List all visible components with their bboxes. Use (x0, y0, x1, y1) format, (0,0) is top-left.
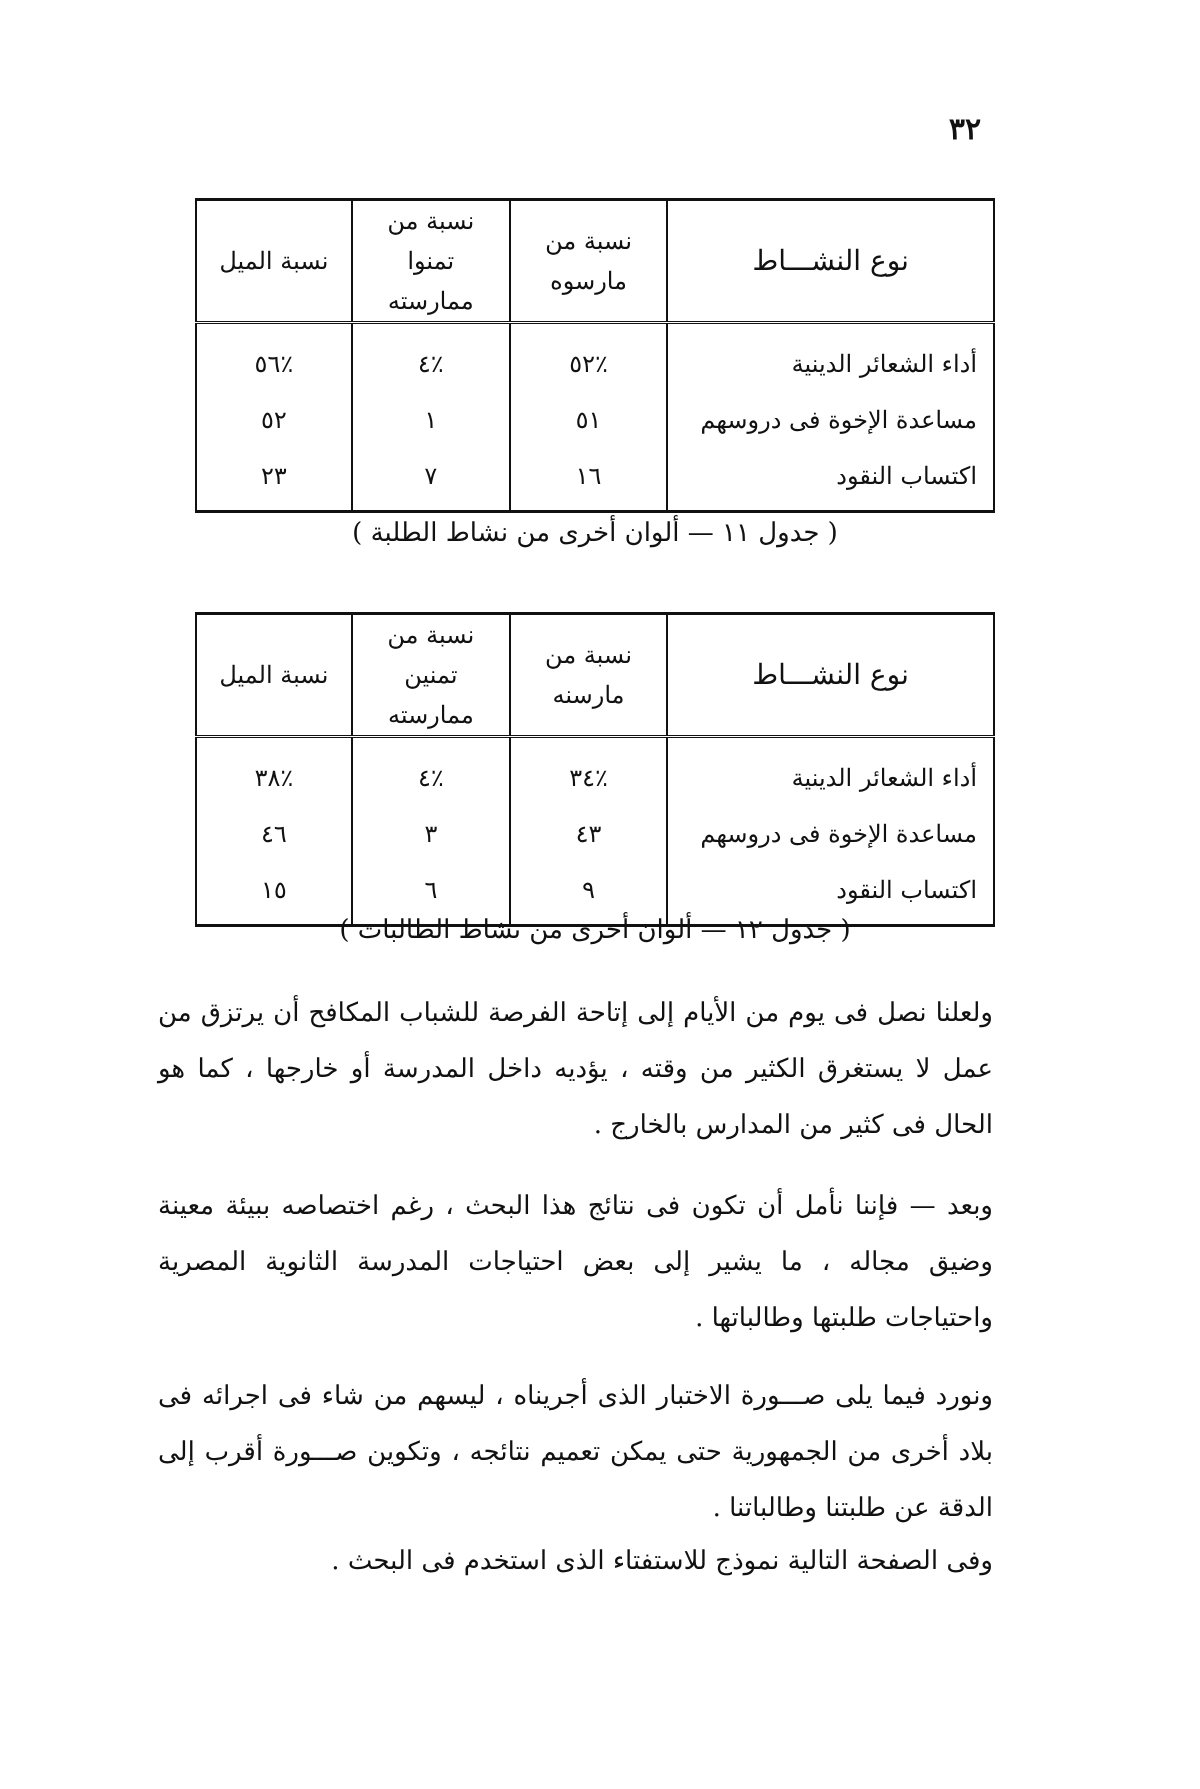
header-wished-pct: نسبة من تمنوا ممارسته (352, 200, 510, 323)
cell-wished: ١ (352, 392, 510, 448)
cell-activity: أداء الشعائر الدينية (667, 737, 994, 807)
header-practiced-pct: نسبة من مارسنه (510, 614, 667, 737)
cell-inclination: ٪٥٦ (196, 323, 352, 393)
cell-wished: ٧ (352, 448, 510, 512)
cell-wished: ٪٤ (352, 737, 510, 807)
page-number: ٣٢ (948, 112, 982, 147)
cell-practiced: ١٦ (510, 448, 667, 512)
cell-wished: ٦ (352, 862, 510, 926)
header-inclination-pct: نسبة الميل (196, 200, 352, 323)
header-wished-pct: نسبة من تمنين ممارسته (352, 614, 510, 737)
cell-practiced: ٥١ (510, 392, 667, 448)
cell-activity: اكتساب النقود (667, 862, 994, 926)
table-row (196, 323, 994, 393)
cell-activity: أداء الشعائر الدينية (667, 323, 994, 393)
cell-practiced: ٩ (510, 862, 667, 926)
paragraph: ونورد فيما يلى صـــورة الاختبار الذى أجريناه ، ليسهم من شاء فى اجرائه فى بلاد أخرى من الجمهورية حتى يمكن تعميم نتائجه ، وتكوين صـــورة أقرب إلى الدقة عن طلبتنا وطالباتنا . (158, 1381, 993, 1523)
table-11 (195, 198, 995, 513)
table-row (196, 806, 994, 862)
cell-activity: مساعدة الإخوة فى دروسهم (667, 806, 994, 862)
table-header-row (196, 200, 994, 323)
table-row (196, 737, 994, 807)
table-header-row (196, 614, 994, 737)
cell-inclination: ٤٦ (196, 806, 352, 862)
table-12 (195, 612, 995, 927)
paragraph: ولعلنا نصل فى يوم من الأيام إلى إتاحة الفرصة للشباب المكافح أن يرتزق من عمل لا يستغرق الكثير من وقته ، يؤديه داخل المدرسة أو خارجها ، كما هو الحال فى كثير من المدارس بالخارج . (158, 998, 993, 1140)
paragraph: وفى الصفحة التالية نموذج للاستفتاء الذى استخدم فى البحث . (331, 1546, 993, 1576)
header-practiced-pct: نسبة من مارسوه (510, 200, 667, 323)
cell-practiced: ٪٥٢ (510, 323, 667, 393)
cell-activity: اكتساب النقود (667, 448, 994, 512)
cell-inclination: ١٥ (196, 862, 352, 926)
cell-inclination: ٢٣ (196, 448, 352, 512)
cell-wished: ٣ (352, 806, 510, 862)
header-inclination-pct: نسبة الميل (196, 614, 352, 737)
header-activity-type: نوع النشـــاط (667, 614, 994, 737)
cell-inclination: ٪٣٨ (196, 737, 352, 807)
cell-inclination: ٥٢ (196, 392, 352, 448)
table-11-caption: ( جدول ١١ — ألوان أخرى من نشاط الطلبة ) (352, 518, 838, 548)
table-row (196, 392, 994, 448)
paragraph: وبعد — فإننا نأمل أن تكون فى نتائج هذا البحث ، رغم اختصاصه ببيئة معينة وضيق مجاله ، ما يشير إلى بعض احتياجات المدرسة الثانوية المصرية واحتياجات طلبتها وطالباتها . (158, 1191, 993, 1333)
cell-wished: ٪٤ (352, 323, 510, 393)
table-row (196, 448, 994, 512)
header-activity-type: نوع النشـــاط (667, 200, 994, 323)
table-12-caption: ( جدول ١٢ — ألوان أخرى من نشاط الطالبات ) (339, 915, 851, 945)
cell-practiced: ٤٣ (510, 806, 667, 862)
cell-activity: مساعدة الإخوة فى دروسهم (667, 392, 994, 448)
cell-practiced: ٪٣٤ (510, 737, 667, 807)
